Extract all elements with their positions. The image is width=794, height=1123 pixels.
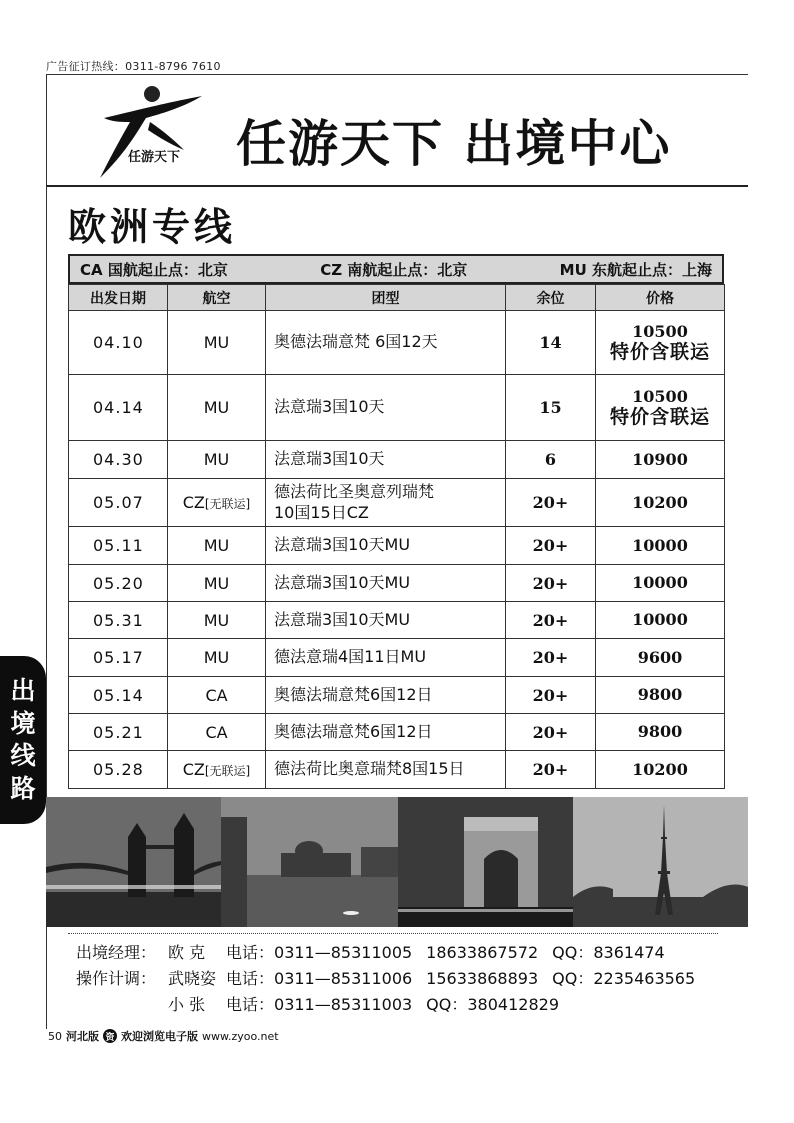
cell-date: 05.20	[69, 565, 168, 602]
cell-seats: 20+	[506, 565, 596, 602]
page-footer	[48, 1028, 279, 1044]
cell-date: 05.14	[69, 677, 168, 714]
header-price: 价格	[596, 285, 725, 311]
header-date: 出发日期	[69, 285, 168, 311]
cell-airline	[168, 714, 266, 751]
price-value: 10500	[632, 321, 688, 341]
cell-date: 04.30	[69, 441, 168, 479]
top-rule	[46, 74, 748, 75]
tour-name: 德法意瑞4国11日MU	[274, 647, 427, 667]
cell-price	[596, 311, 725, 375]
photo-strip	[46, 797, 748, 927]
header-airline: 航空	[168, 285, 266, 311]
cell-tour	[266, 311, 506, 375]
cell-seats: 20+	[506, 677, 596, 714]
ad-hotline: 广告征订热线：0311-8796 7610	[46, 60, 221, 73]
tour-name: 奥德法瑞意梵6国12日	[274, 684, 433, 704]
phone-number: 0311—85311003	[274, 995, 413, 1014]
table-row	[69, 479, 725, 527]
side-tab-char: 路	[10, 773, 36, 803]
route-mu: MU 东航起止点：上海	[559, 260, 712, 279]
runner-logo-icon	[90, 82, 210, 182]
cell-date: 05.31	[69, 602, 168, 639]
airline-note: [无联运]	[204, 497, 251, 511]
header-seats: 余位	[506, 285, 596, 311]
airline-code: MU	[203, 610, 230, 630]
tour-name: 法意瑞3国10天MU	[274, 535, 411, 555]
contact-name: 武晓姿	[168, 969, 217, 988]
qq-number: 8361474	[593, 943, 665, 962]
cell-seats: 20+	[506, 639, 596, 677]
tour-name: 奥德法瑞意梵 6国12天	[274, 332, 438, 352]
tour-name: 法意瑞3国10天MU	[274, 572, 411, 592]
qq-label: QQ：	[552, 969, 594, 988]
cell-tour	[266, 751, 506, 789]
tour-name: 德法荷比奥意瑞梵8国15日	[274, 759, 465, 779]
cell-date: 05.21	[69, 714, 168, 751]
table-row	[69, 565, 725, 602]
brand-title: 任游天下 出境中心	[236, 115, 672, 173]
cell-airline	[168, 479, 266, 527]
airline-code: CZ	[182, 760, 205, 779]
price-value: 9800	[637, 722, 683, 742]
brand-badge-icon: 资	[103, 1029, 117, 1043]
arc-de-triomphe-photo	[398, 797, 573, 927]
section-title: 欧洲专线	[68, 205, 237, 249]
cell-price	[596, 565, 725, 602]
cell-price	[596, 639, 725, 677]
dotted-divider	[68, 933, 718, 934]
airline-code: MU	[203, 333, 230, 352]
cell-tour	[266, 565, 506, 602]
price-value: 9600	[637, 647, 683, 667]
cell-seats: 20+	[506, 527, 596, 565]
venice-photo	[221, 797, 398, 927]
cell-tour	[266, 639, 506, 677]
contact-row	[76, 940, 695, 966]
cell-seats: 20+	[506, 714, 596, 751]
cell-airline	[168, 639, 266, 677]
cell-date: 04.10	[69, 311, 168, 375]
cell-airline	[168, 527, 266, 565]
price-value: 10200	[632, 492, 688, 512]
price-note: 特价含联运	[609, 340, 710, 363]
tour-table	[68, 284, 725, 789]
cell-price	[596, 602, 725, 639]
cell-date: 05.28	[69, 751, 168, 789]
routes-bar	[68, 254, 724, 284]
airline-code: CA	[205, 685, 228, 705]
tour-name-line2: 10国15日CZ	[274, 502, 369, 522]
cell-tour	[266, 441, 506, 479]
tour-name: 法意瑞3国10天MU	[274, 609, 411, 629]
route-ca: CA 国航起止点：北京	[80, 260, 228, 279]
table-row	[69, 751, 725, 789]
qq-label: QQ：	[552, 943, 594, 962]
contact-role: 操作计调：	[76, 969, 157, 988]
airline-note: [无联运]	[204, 764, 251, 778]
contact-name: 欧 克	[168, 943, 206, 962]
price-value: 10200	[632, 759, 688, 779]
cell-tour	[266, 479, 506, 527]
contact-list	[76, 940, 695, 1018]
cell-airline	[168, 677, 266, 714]
airline-code: MU	[203, 648, 230, 667]
side-tab-char: 出	[10, 676, 36, 705]
contact-name: 小 张	[168, 995, 206, 1014]
airline-code: MU	[203, 450, 230, 469]
cell-airline	[168, 565, 266, 602]
logo-caption: 任游天下	[128, 150, 181, 165]
mobile-number: 15633868893	[426, 969, 539, 988]
cell-price	[596, 714, 725, 751]
phone-number: 0311—85311005	[274, 943, 413, 962]
table-row	[69, 527, 725, 565]
table-row	[69, 714, 725, 751]
airline-code: CZ	[182, 493, 205, 512]
tower-bridge-photo	[46, 797, 221, 927]
table-header-row	[69, 285, 725, 311]
side-tab-char: 境	[10, 708, 36, 738]
edition-label: 河北版	[66, 1030, 99, 1043]
table-row	[69, 375, 725, 441]
airline-code: CA	[205, 722, 228, 742]
welcome-text: 欢迎浏览电子版	[121, 1030, 198, 1043]
table-row	[69, 441, 725, 479]
qq-label: QQ：	[426, 995, 468, 1014]
cell-airline	[168, 311, 266, 375]
mobile-number: 18633867572	[426, 943, 539, 962]
phone-number: 0311—85311006	[274, 969, 413, 988]
side-tab-char: 线	[10, 741, 36, 770]
phone-label: 电话：	[226, 943, 275, 962]
cell-airline	[168, 602, 266, 639]
price-value: 10000	[632, 610, 688, 630]
cell-date: 05.11	[69, 527, 168, 565]
cell-seats: 20+	[506, 602, 596, 639]
price-value: 10500	[632, 386, 688, 406]
cell-date: 05.17	[69, 639, 168, 677]
cell-price	[596, 479, 725, 527]
cell-airline	[168, 375, 266, 441]
price-value: 9800	[637, 685, 683, 705]
cell-seats: 15	[506, 375, 596, 441]
cell-airline	[168, 751, 266, 789]
qq-number: 380412829	[467, 995, 559, 1014]
table-row	[69, 639, 725, 677]
tour-name: 法意瑞3国10天	[274, 449, 385, 469]
cell-tour	[266, 527, 506, 565]
airline-code: MU	[203, 536, 230, 555]
tour-name: 德法荷比圣奥意列瑞梵	[274, 481, 435, 501]
price-value: 10900	[632, 449, 688, 469]
cell-tour	[266, 602, 506, 639]
table-row	[69, 677, 725, 714]
cell-price	[596, 751, 725, 789]
cell-airline	[168, 441, 266, 479]
cell-price	[596, 375, 725, 441]
price-value: 10000	[632, 573, 688, 593]
route-cz: CZ 南航起止点：北京	[320, 260, 468, 279]
cell-tour	[266, 375, 506, 441]
cell-date: 05.07	[69, 479, 168, 527]
contact-row	[76, 992, 695, 1018]
cell-seats: 14	[506, 311, 596, 375]
page-number: 50	[48, 1029, 62, 1043]
price-value: 10000	[632, 535, 688, 555]
eiffel-tower-photo	[573, 797, 748, 927]
tour-name: 法意瑞3国10天	[274, 397, 385, 417]
contact-role	[76, 992, 168, 1018]
contact-role: 出境经理：	[76, 943, 157, 962]
side-tab	[0, 656, 46, 824]
phone-label: 电话：	[226, 995, 275, 1014]
table-row	[69, 602, 725, 639]
cell-seats: 20+	[506, 751, 596, 789]
cell-price	[596, 527, 725, 565]
airline-code: MU	[203, 573, 230, 593]
cell-seats: 6	[506, 441, 596, 479]
table-row	[69, 311, 725, 375]
price-note: 特价含联运	[609, 405, 710, 428]
cell-price	[596, 677, 725, 714]
airline-code: MU	[203, 398, 230, 417]
tour-name: 奥德法瑞意梵6国12日	[274, 721, 433, 741]
cell-tour	[266, 714, 506, 751]
cell-seats: 20+	[506, 479, 596, 527]
cell-price	[596, 441, 725, 479]
cell-date: 04.14	[69, 375, 168, 441]
website-link[interactable]: www.zyoo.net	[202, 1029, 279, 1043]
header-rule	[46, 185, 748, 187]
contact-row	[76, 966, 695, 992]
header-tour: 团型	[266, 285, 506, 311]
qq-number: 2235463565	[593, 969, 696, 988]
cell-tour	[266, 677, 506, 714]
phone-label: 电话：	[226, 969, 275, 988]
